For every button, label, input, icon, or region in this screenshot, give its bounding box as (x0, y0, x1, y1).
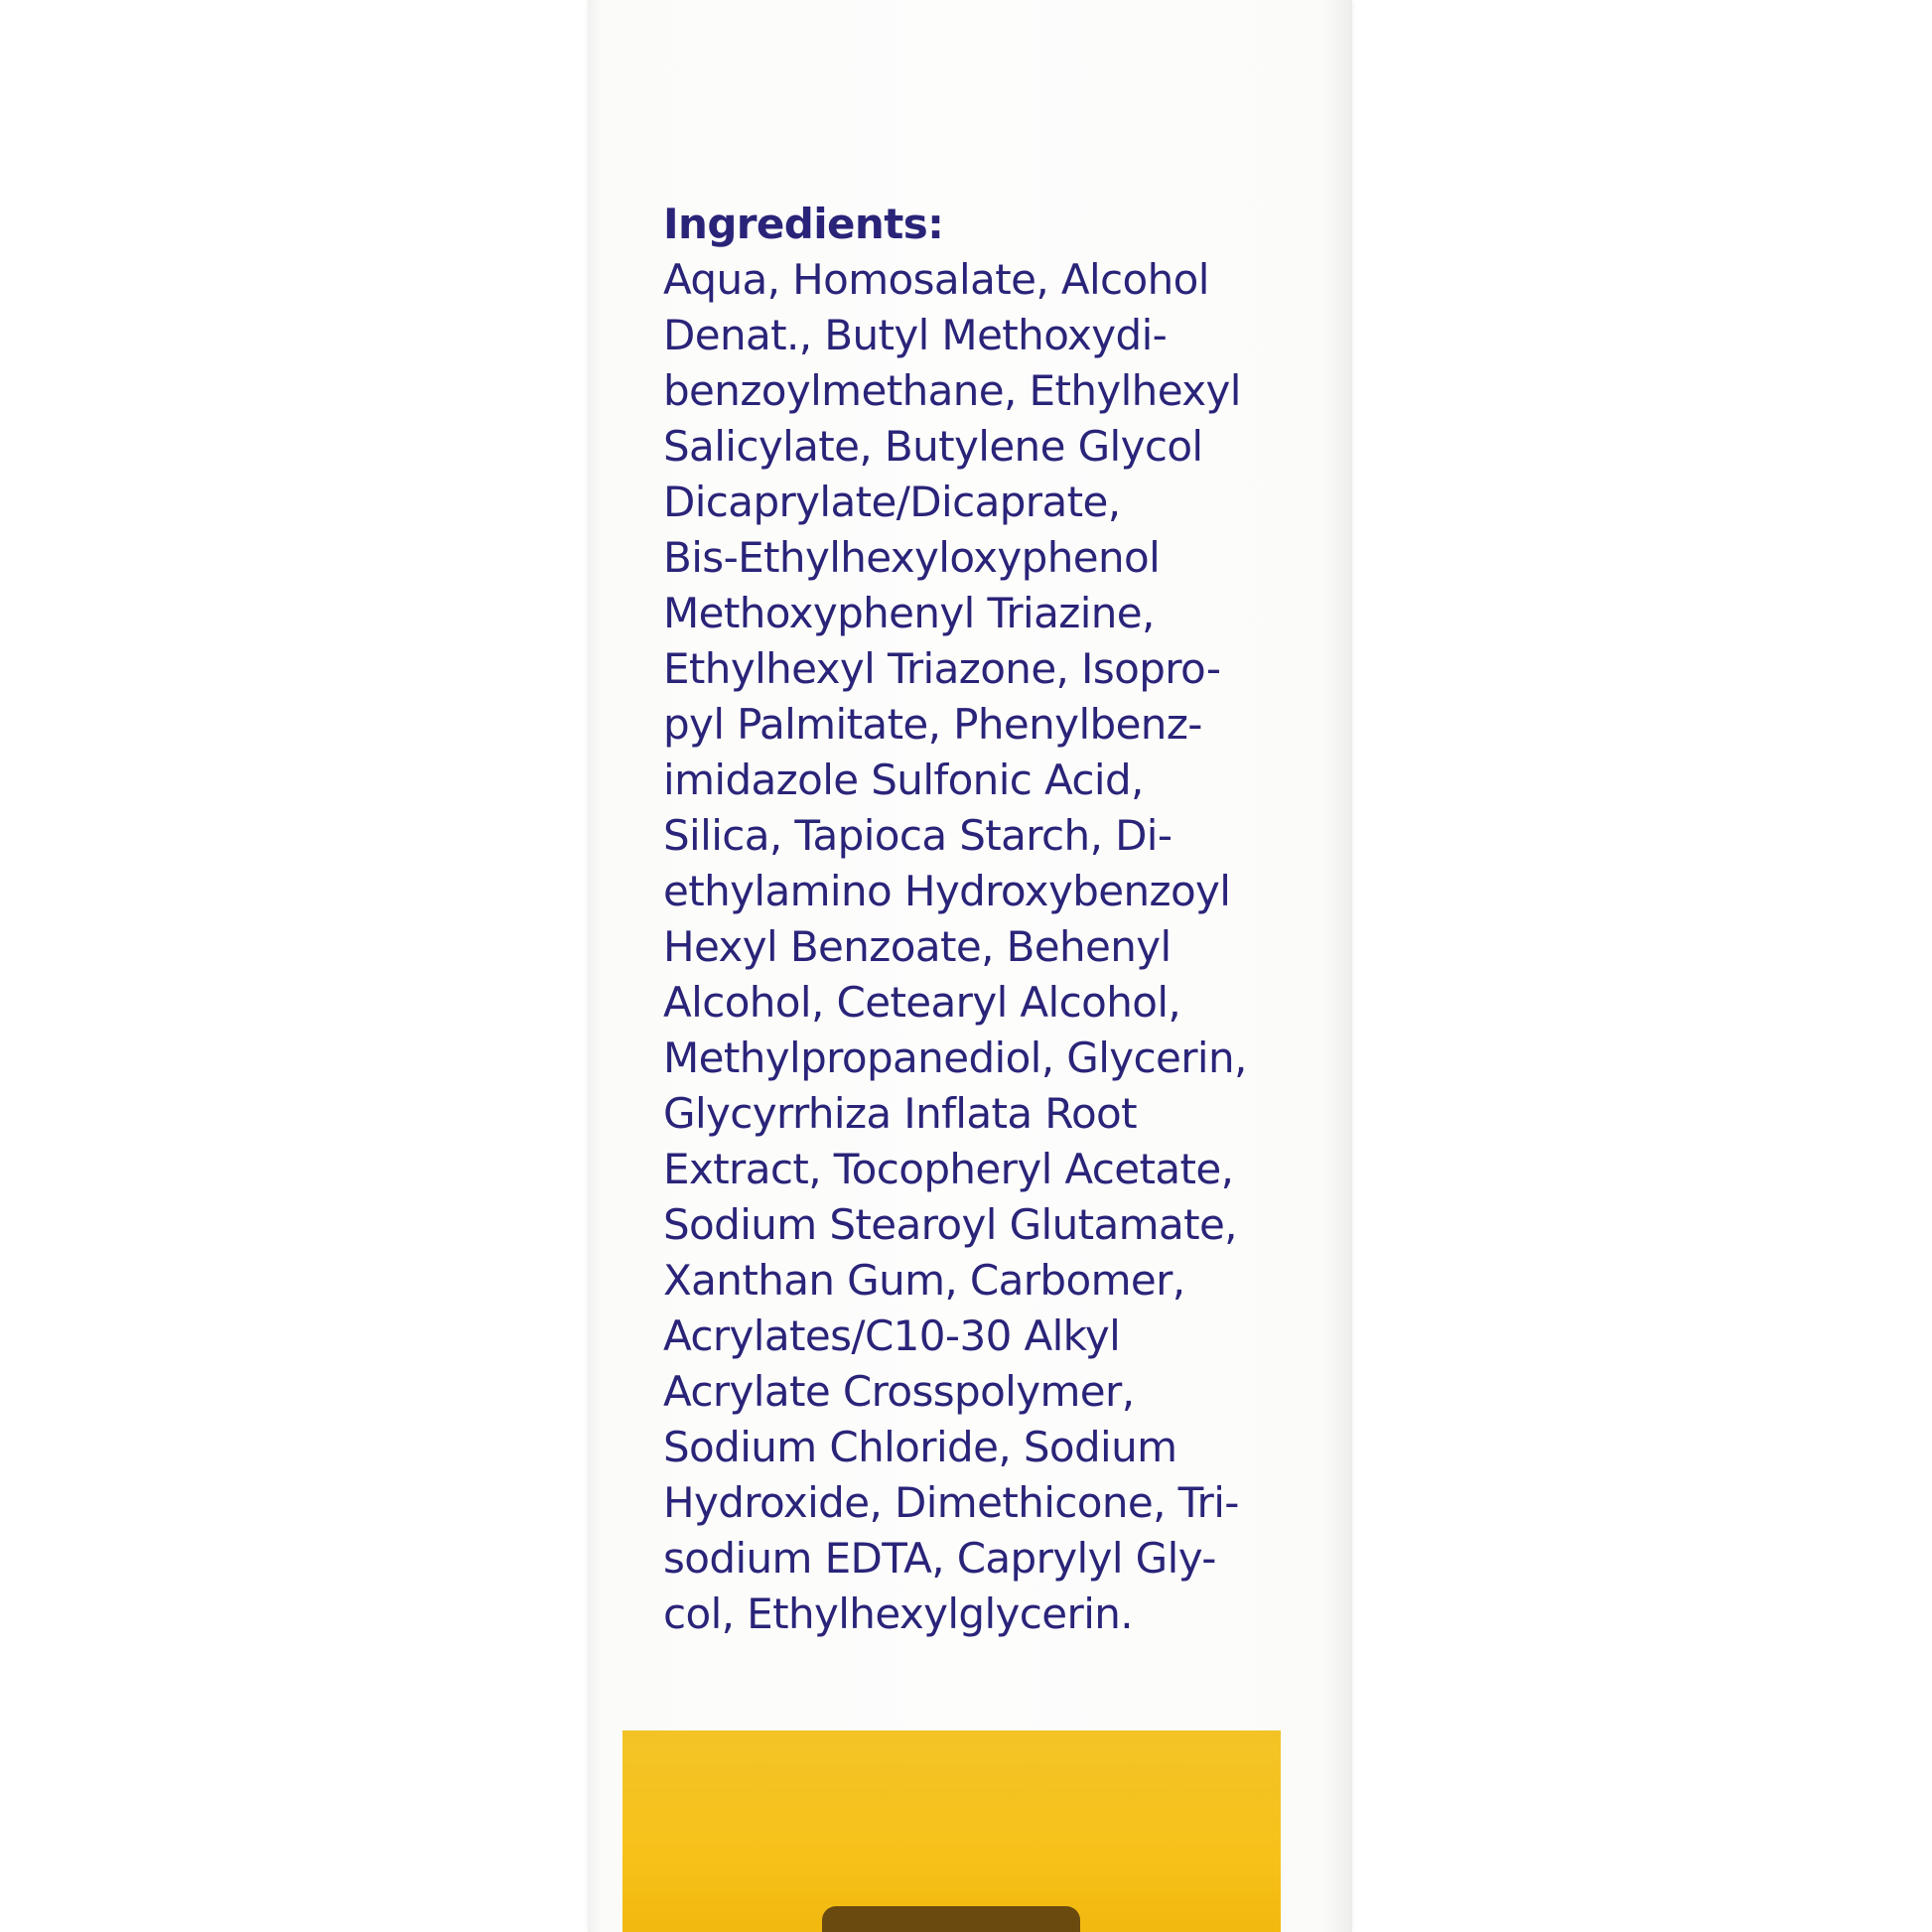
ingredients-line: Denat., Butyl Methoxydi- (663, 311, 1168, 359)
ingredients-line: Dicaprylate/Dicaprate, (663, 478, 1121, 526)
ingredients-line: Acrylates/C10-30 Alkyl (663, 1311, 1121, 1360)
ingredients-heading: Ingredients: (663, 200, 944, 248)
ingredients-line: Hydroxide, Dimethicone, Tri- (663, 1478, 1239, 1527)
ingredients-line: Methylpropanediol, Glycerin, (663, 1034, 1247, 1082)
yellow-color-band (622, 1730, 1281, 1932)
ingredients-line: Xanthan Gum, Carbomer, (663, 1256, 1185, 1305)
ingredients-line: Sodium Stearoyl Glutamate, (663, 1200, 1237, 1249)
ingredients-line: Bis-Ethylhexyloxyphenol (663, 533, 1161, 582)
ingredients-line: pyl Palmitate, Phenylbenz- (663, 700, 1202, 749)
ingredients-line: Aqua, Homosalate, Alcohol (663, 255, 1209, 304)
ingredients-line: col, Ethylhexylglycerin. (663, 1589, 1134, 1638)
ingredients-line: Alcohol, Cetearyl Alcohol, (663, 978, 1181, 1027)
ingredients-line: Ethylhexyl Triazone, Isopro- (663, 644, 1221, 693)
ingredients-block (663, 197, 1279, 1642)
ingredients-line: Sodium Chloride, Sodium (663, 1423, 1177, 1471)
ingredients-line: Methoxyphenyl Triazine, (663, 589, 1155, 637)
ingredients-line: Hexyl Benzoate, Behenyl (663, 922, 1172, 971)
ingredients-line: Silica, Tapioca Starch, Di- (663, 811, 1173, 860)
ingredients-line: Glycyrrhiza Inflata Root (663, 1089, 1138, 1138)
ingredients-line: benzoylmethane, Ethylhexyl (663, 366, 1241, 415)
ingredients-line: ethylamino Hydroxybenzoyl (663, 867, 1231, 915)
dark-tab-shape (822, 1906, 1080, 1932)
ingredients-line: Acrylate Crosspolymer, (663, 1367, 1135, 1416)
ingredients-line: sodium EDTA, Caprylyl Gly- (663, 1534, 1216, 1583)
ingredients-line: Salicylate, Butylene Glycol (663, 422, 1203, 471)
ingredients-line: Extract, Tocopheryl Acetate, (663, 1145, 1234, 1193)
ingredients-line: imidazole Sulfonic Acid, (663, 756, 1144, 804)
